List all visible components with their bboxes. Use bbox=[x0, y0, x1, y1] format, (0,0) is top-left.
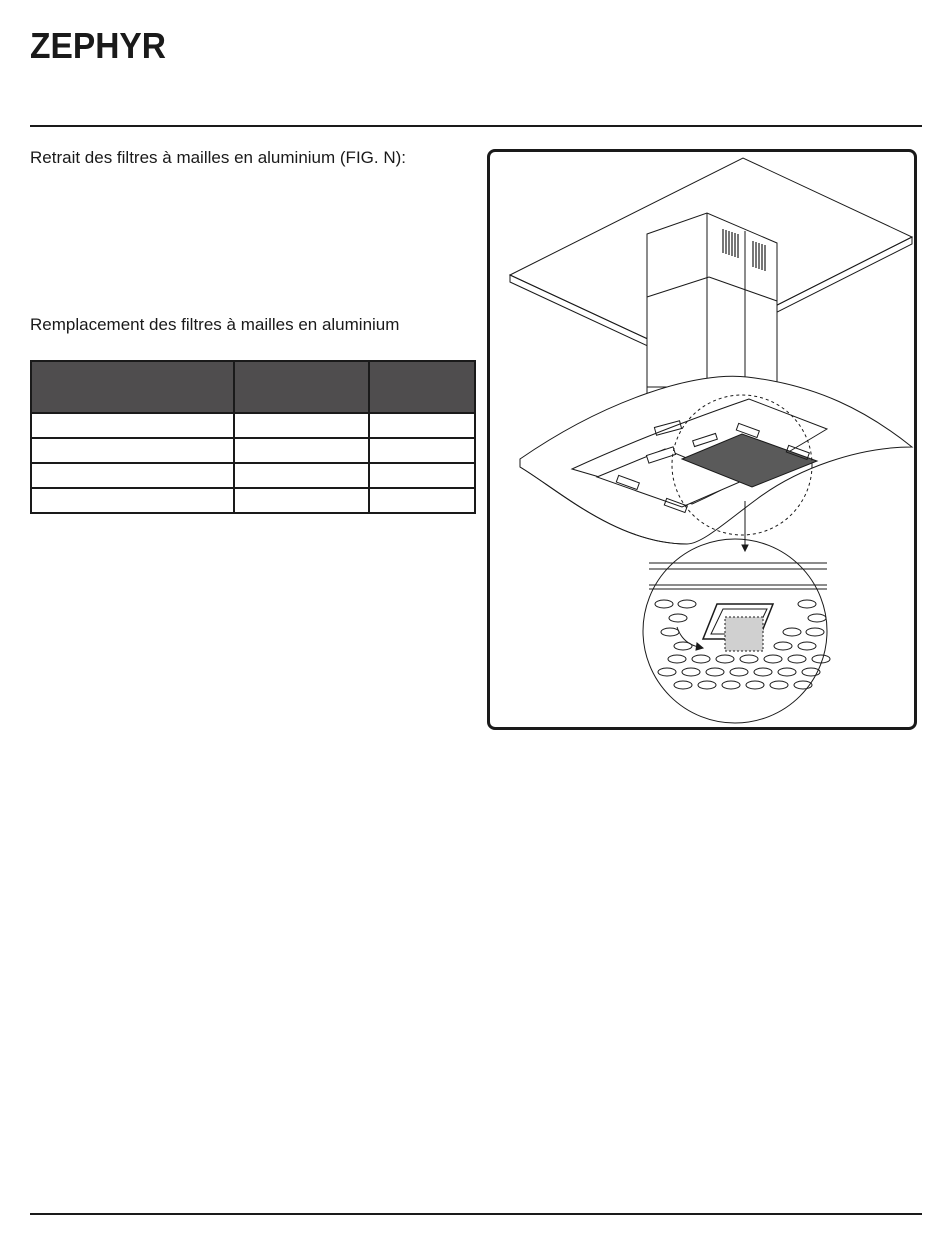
table-cell bbox=[31, 438, 234, 463]
filter-table-header-cell bbox=[369, 361, 475, 413]
table-cell bbox=[31, 463, 234, 488]
removal-section-title: Retrait des filtres à mailles en aluminium (FIG. N): bbox=[30, 148, 406, 167]
filter-table-header-cell bbox=[234, 361, 369, 413]
table-row bbox=[31, 413, 475, 438]
filter-table-header-cell bbox=[31, 361, 234, 413]
table-cell bbox=[234, 413, 369, 438]
footer-divider bbox=[30, 1213, 922, 1215]
table-row bbox=[31, 463, 475, 488]
table-row bbox=[31, 438, 475, 463]
table-cell bbox=[31, 488, 234, 513]
table-cell bbox=[234, 438, 369, 463]
range-hood-illustration bbox=[487, 149, 917, 730]
table-cell bbox=[369, 488, 475, 513]
table-cell bbox=[369, 438, 475, 463]
replacement-section-title: Remplacement des filtres à mailles en aluminium bbox=[30, 315, 400, 334]
table-row bbox=[31, 488, 475, 513]
table-cell bbox=[234, 488, 369, 513]
header-divider bbox=[30, 125, 922, 127]
filter-table-header-row bbox=[31, 361, 475, 413]
table-cell bbox=[369, 413, 475, 438]
table-cell bbox=[234, 463, 369, 488]
table-cell bbox=[369, 463, 475, 488]
table-cell bbox=[31, 413, 234, 438]
brand-logo bbox=[30, 27, 170, 63]
svg-text:ZEPHYR: ZEPHYR bbox=[30, 27, 166, 63]
filter-table bbox=[30, 360, 476, 514]
